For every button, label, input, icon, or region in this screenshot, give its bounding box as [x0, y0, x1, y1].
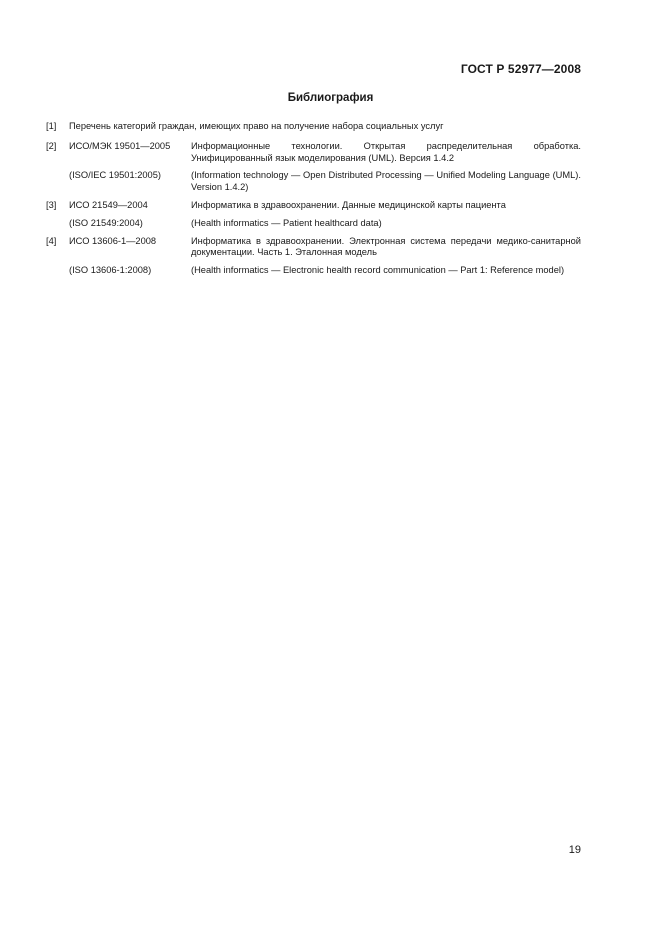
bibliography-entry [46, 121, 581, 133]
entry-number: [2] [46, 140, 57, 151]
entry-description: Информационные технологии. Открытая распределительная обработка. Унифицированный язык моделирования (UML). Версия 1.4.2 [191, 140, 581, 163]
entry-description: Информатика в здравоохранении. Данные медицинской карты пациента [191, 199, 506, 210]
entry-code: ИСО 21549—2004 [69, 199, 148, 210]
bibliography-entry-original [46, 170, 581, 194]
standard-code: ГОСТ Р 52977—2008 [460, 62, 581, 76]
entry-code: ИСО/МЭК 19501—2005 [69, 140, 171, 151]
bibliography-entry [46, 236, 581, 260]
bibliography-entry-original [46, 218, 581, 230]
entry-number: [4] [46, 235, 57, 246]
bibliography-entry [46, 200, 581, 212]
entry-code: (ISO/IEC 19501:2005) [69, 170, 161, 181]
entry-description: (Health informatics — Patient healthcard data) [191, 217, 382, 228]
entry-number: [1] [46, 121, 57, 131]
entry-description: (Information technology — Open Distributed Processing — Unified Modeling Language (UML). Version 1.4.2) [191, 170, 581, 193]
bibliography-title: Библиография [287, 92, 374, 104]
bibliography-entry [46, 141, 581, 165]
page-number: 19 [568, 844, 581, 856]
bibliography-list [46, 121, 581, 283]
entry-code: ИСО 13606-1—2008 [69, 235, 157, 246]
bibliography-entry-original [46, 265, 581, 277]
entry-code: (ISO 13606-1:2008) [69, 265, 152, 276]
entry-code: (ISO 21549:2004) [69, 217, 143, 228]
entry-title: Перечень категорий граждан, имеющих право на получение набора социальных услуг [69, 121, 444, 131]
entry-number: [3] [46, 199, 57, 210]
entry-description: Информатика в здравоохранении. Электронная система передачи медико-санитарной документации. Часть 1. Эталонная модель [191, 235, 581, 258]
entry-description: (Health informatics — Electronic health record communication — Part 1: Reference model) [191, 265, 565, 276]
